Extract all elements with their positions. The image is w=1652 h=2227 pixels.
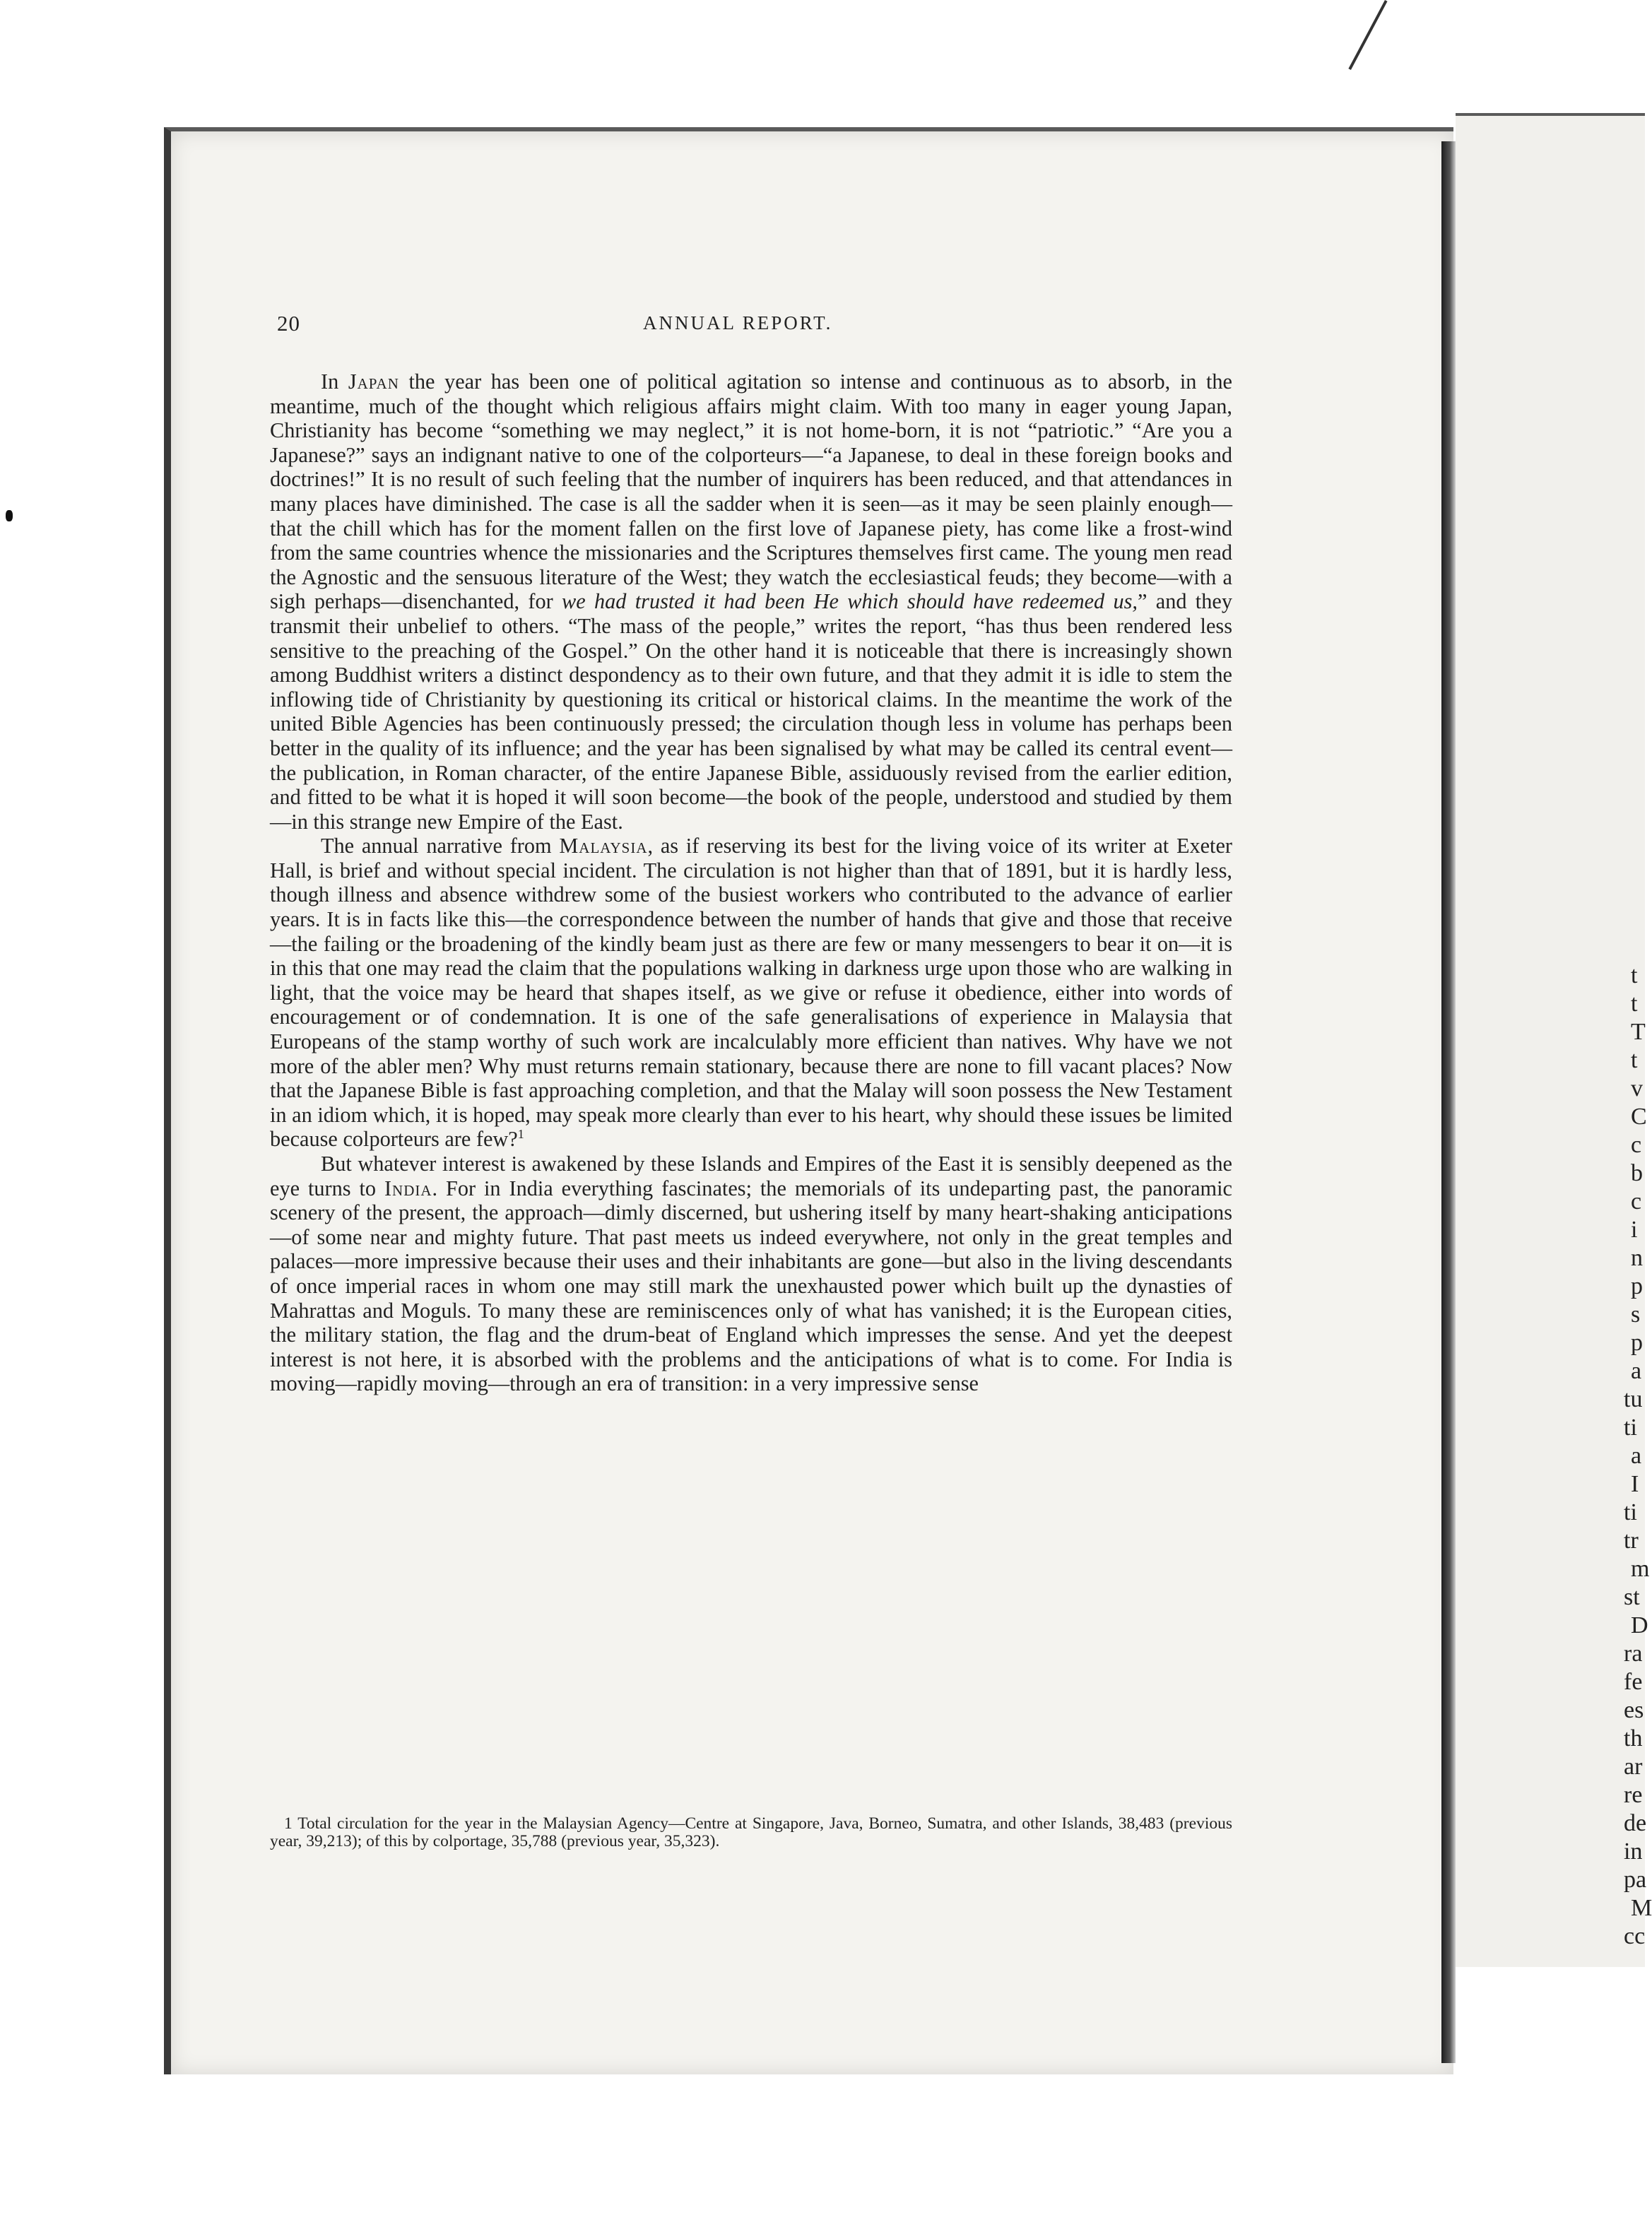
right-page-fragment: v: [1631, 1075, 1643, 1101]
right-page-fragment: ar: [1624, 1754, 1643, 1780]
paragraph-text: the year has been one of political agitation so intense and continuous as to absorb, in the meantime, much of the thought which religious affairs might claim. With too many in eager young Japan, Christianity has become “something we may neglect,” it is not home-born, it is not “patriotic.” “Are you a Japanese?” says an indignant native to one of the colporteurs—“a Japanese, to deal in these foreign books and doctrines!” It is no result of such feeling that the number of inquirers has been reduced, and that attendances in many places have diminished. The case is all the sadder when it is seen—as it may be seen plainly enough—that the chill which has for the moment fallen on the first love of Japanese piety, has come like a frost-wind from the same countries whence the missionaries and the Scriptures themselves first came. The young men read the Agnostic and the sensuous literature of the West; they watch the ecclesiastical feuds; they become—with a sigh perhaps—disenchanted, for: [270, 370, 1232, 614]
scan-pen-stroke: [1348, 0, 1387, 70]
right-page-edge: [1456, 113, 1652, 1967]
footnote-reference[interactable]: 1: [517, 1127, 524, 1142]
running-head: ANNUAL REPORT.: [643, 312, 833, 333]
right-page-fragment: p: [1631, 1330, 1643, 1356]
right-page-fragment: p: [1631, 1273, 1643, 1299]
country-malaysia: Malaysia: [559, 834, 648, 858]
right-page-fragment: ti: [1624, 1414, 1637, 1441]
paragraph-malaysia: [270, 834, 1232, 1152]
right-page-fragment: cc: [1624, 1923, 1646, 1949]
footnote: [270, 1815, 1232, 1850]
right-page-fragment: t: [1631, 1047, 1638, 1073]
paragraph-text: . For in India everything fascinates; the memorials of its undeparting past, the panoramic scenery of the present, the approach—dimly discerned, but ushering itself by many heart-shaking anticipations—of some near and mighty future. That past meets us indeed everywhere, not only in the great temples and palaces—more impressive because their uses and their inhabitants are gone—but also in the living descendants of once imperial races in whom one may still mark the unexhausted power which built up the dynasties of Mahrattas and Moguls. To many these are reminiscences only of what has vanished; it is the European cities, the military station, the flag and the drum-beat of England which impresses the sense. And yet the deepest interest is not here, it is absorbed with the problems and the anticipations of what is to come. For India is moving—rapidly moving—through an era of transition: in a very impressive sense: [270, 1176, 1232, 1396]
paragraph-lead: But whatever interest is awakened by these Islands and Empires of the East it is sensibly deepened as the eye turns to: [270, 1152, 1232, 1200]
right-page-fragment: I: [1631, 1471, 1639, 1497]
right-page-fragment: i: [1631, 1217, 1638, 1243]
country-japan: Japan: [348, 370, 399, 394]
report-body: [270, 370, 1232, 1396]
country-india: India: [384, 1176, 432, 1200]
footnote-mark: 1: [284, 1814, 293, 1833]
right-page-fragment: re: [1624, 1782, 1643, 1808]
right-page-fragment: es: [1624, 1697, 1644, 1723]
paragraph-text: , as if reserving its best for the living voice of its writer at Exeter Hall, is brief and without special incident. The circulation is not higher than that of 1891, but it is hardly less, though illness and absence withdrew some of the busiest workers who contributed to the advance of earlier years. It is in facts like this—the correspondence between the number of hands that give and those that receive—the failing or the broadening of the kindly beam just as there are few or many messengers to bear it on—it is in this that one may read the claim that the populations walking in darkness urge upon those who are walking in light, that the voice may be heard that shapes itself, as we give or refuse it obedience, either into words of encouragement or of condemnation. It is one of the safe generalisations of experience in Malaysia that Europeans of the stamp worthy of such work are incalculably more efficient than natives. Why have we not more of the abler men? Why must returns remain stationary, because there are none to fill vacant places? Now that the Japanese Bible is fast approaching completion, and that the Malay will soon possess the New Testament in an idiom which, it is hoped, may speak more clearly than ever to his heart, why should these issues be limited because colporteurs are few?: [270, 834, 1233, 1152]
right-page-fragment: n: [1631, 1245, 1643, 1271]
right-page-fragment: tr: [1624, 1528, 1639, 1554]
right-page-fragment: ti: [1624, 1499, 1637, 1525]
paragraph-lead: In: [321, 370, 348, 394]
right-page-fragment: t: [1631, 991, 1638, 1017]
right-page-fragment: tu: [1624, 1386, 1643, 1412]
right-page-fragment: fe: [1624, 1669, 1643, 1695]
right-page-fragment: b: [1631, 1160, 1643, 1186]
right-page-fragment: m: [1631, 1556, 1650, 1582]
right-page-fragment: t: [1631, 962, 1638, 988]
right-page-fragment: T: [1631, 1019, 1646, 1045]
page-number: 20: [277, 311, 300, 336]
paragraph-lead: The annual narrative from: [321, 834, 560, 858]
right-page-fragment: th: [1624, 1725, 1643, 1752]
right-page-fragment: st: [1624, 1584, 1640, 1610]
page-header: [277, 311, 1238, 339]
right-page-fragment: in: [1624, 1838, 1643, 1865]
right-page-fragment: c: [1631, 1188, 1642, 1215]
binding-margin: [0, 0, 166, 2227]
footnote-text: Total circulation for the year in the Malaysian Agency—Centre at Singapore, Java, Borneo, Sumatra, and other Islands, 38,483 (previous year, 39,213); of this by colportage, 35,788 (previous year, 35,323).: [270, 1814, 1232, 1850]
right-page-fragment: D: [1631, 1612, 1648, 1638]
right-page-fragment: de: [1624, 1810, 1647, 1836]
right-page-fragment: pa: [1624, 1867, 1647, 1893]
paragraph-text: ” and they transmit their unbelief to others. “The mass of the people,” writes the report, “has thus been rendered less sensitive to the preaching of the Gospel.” On the other hand it is noticeable that there is increasingly shown among Buddhist writers a distinct despondency as to their own future, and that they admit it is idle to stem the inflowing tide of Christianity by questioning its critical or historical claims. In the meantime the work of the united Bible Agencies has been continuously pressed; the circulation though less in volume has perhaps been better in the quality of its influence; and the year has been signalised by what may be called its central event—the publication, in Roman character, of the entire Japanese Bible, assiduously revised from the earlier edition, and fitted to be what it is hoped it will soon become—the book of the people, understood and studied by them—in this strange new Empire of the East.: [270, 589, 1232, 834]
right-page-fragment: M: [1631, 1895, 1652, 1921]
right-page-fragment: C: [1631, 1104, 1647, 1130]
right-page-fragment: s: [1631, 1301, 1641, 1328]
right-page-fragment: ra: [1624, 1641, 1643, 1667]
book-gutter: [1441, 141, 1456, 2063]
paragraph-india: [270, 1152, 1232, 1396]
right-page-fragment: c: [1631, 1132, 1642, 1158]
right-page-fragment: a: [1631, 1443, 1642, 1469]
scripture-quote: we had trusted it had been He which should have redeemed us,: [562, 589, 1138, 614]
paragraph-japan: [270, 370, 1232, 834]
right-page-fragment: a: [1631, 1358, 1642, 1384]
scan-speck: [6, 510, 13, 521]
